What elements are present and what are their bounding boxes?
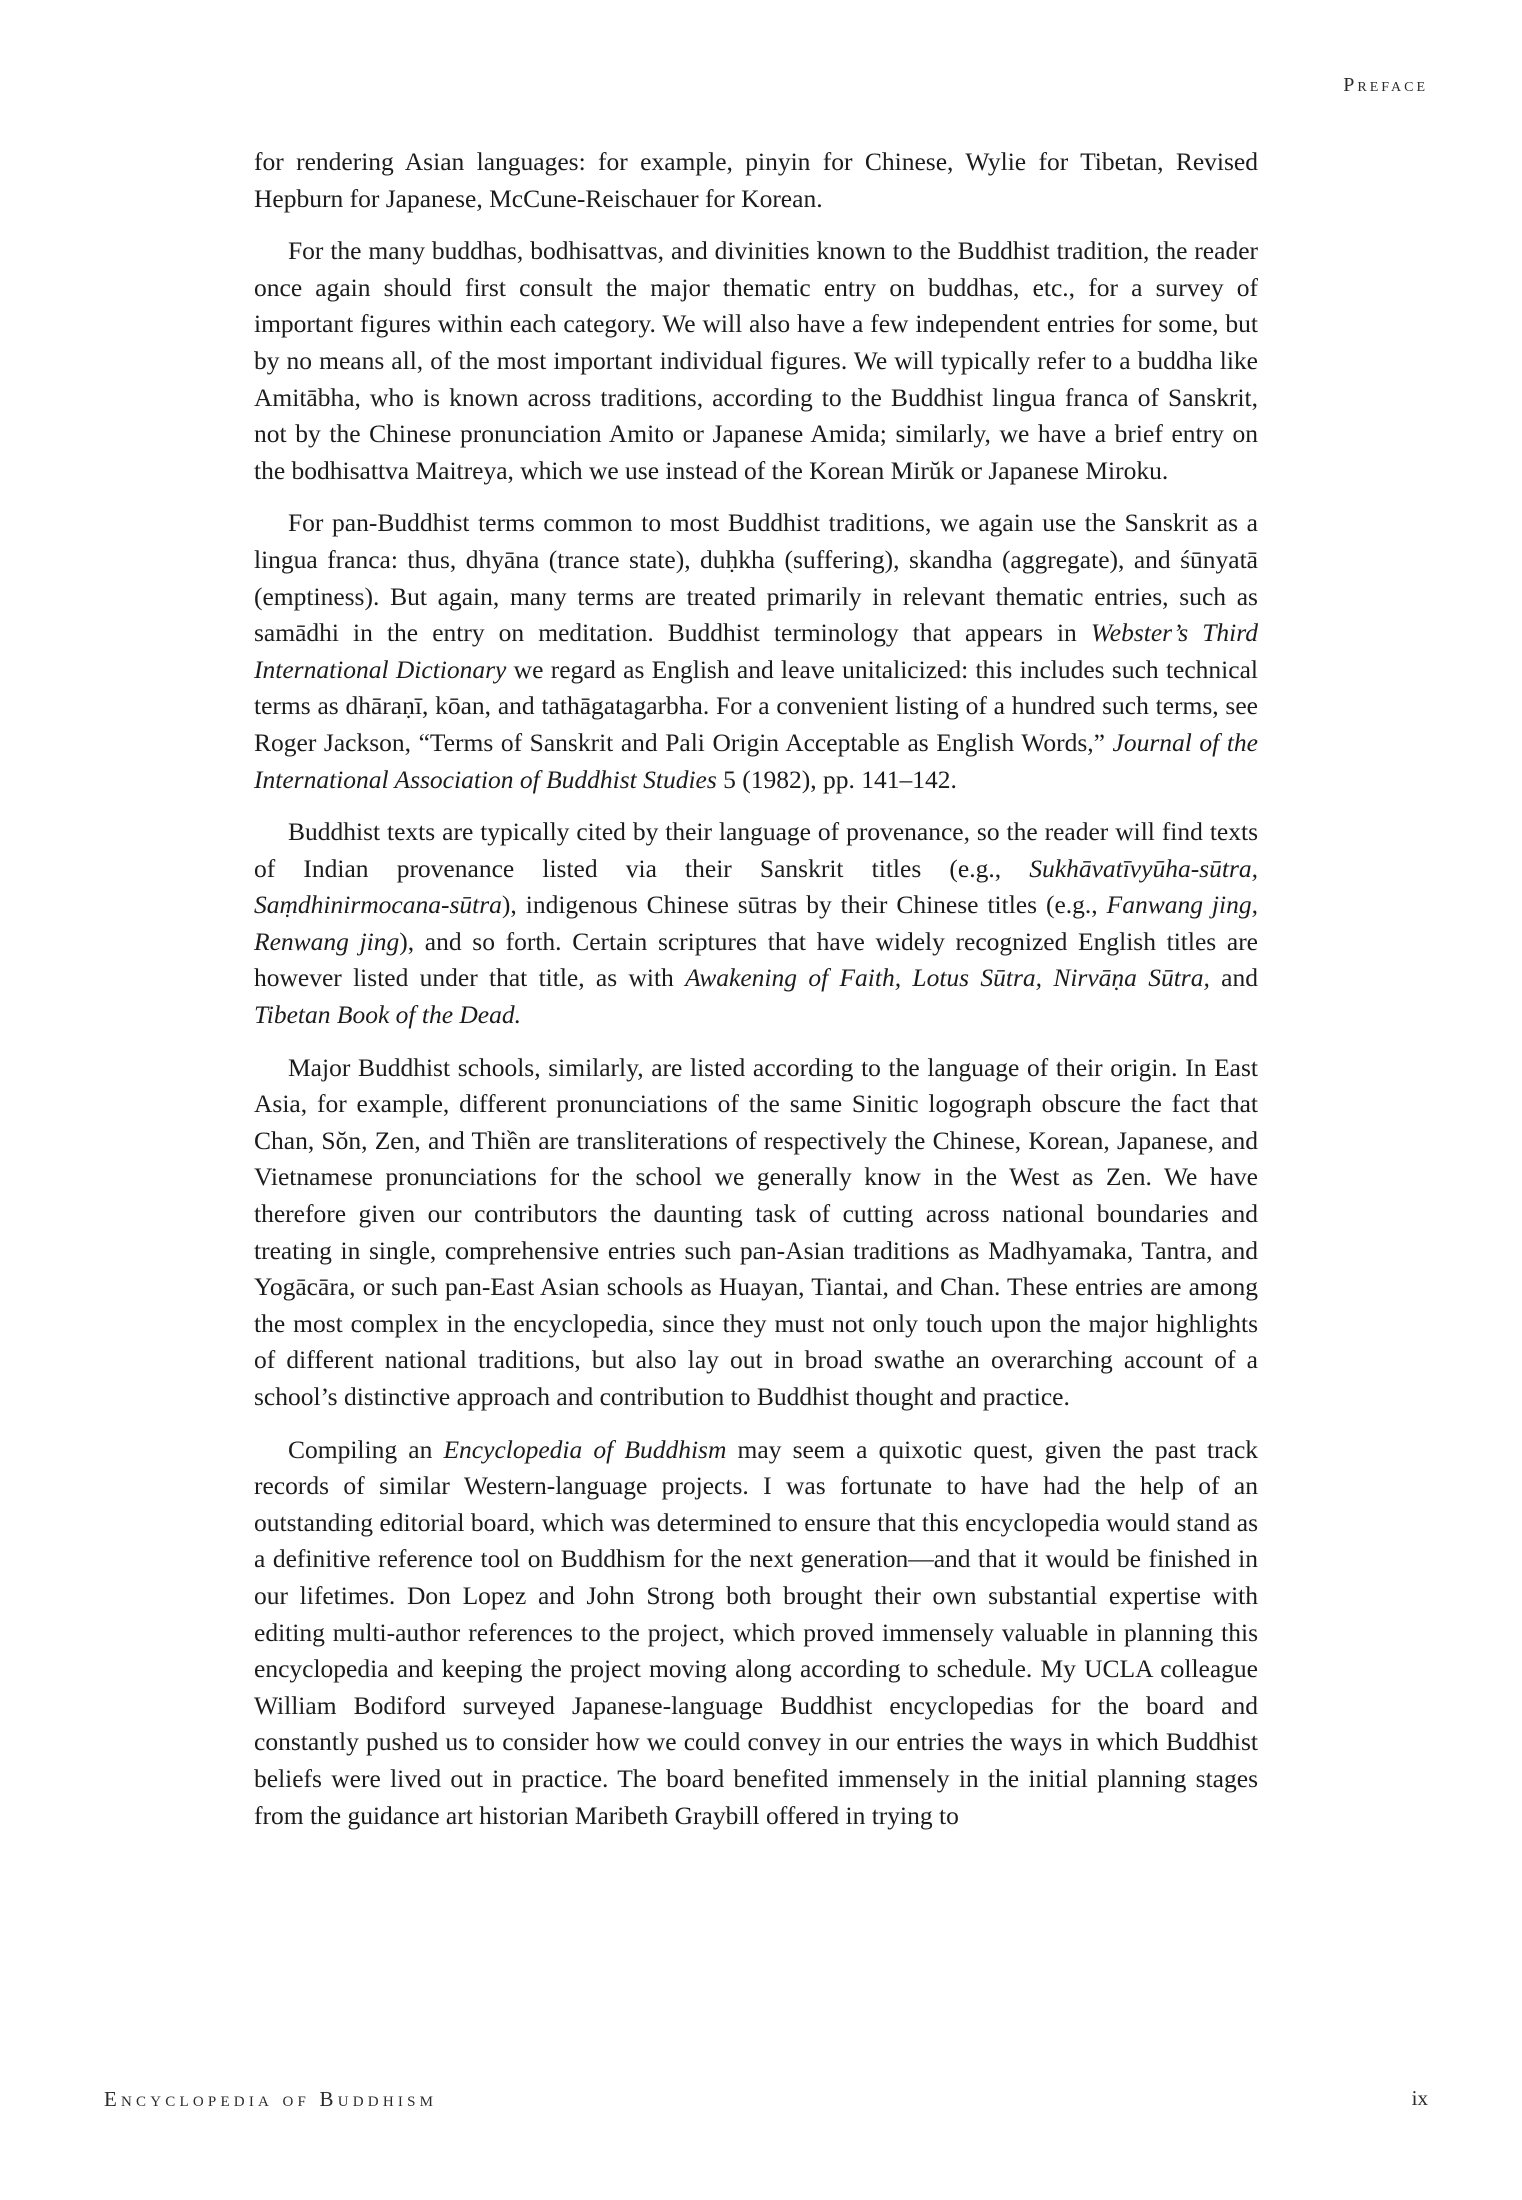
italic-title-run: Fanwang jing, Renwang jing	[254, 890, 1258, 956]
text-run: may seem a quixotic quest, given the past track records of similar Western-language projects. I was fortunate to have had the help of an outstanding editorial board, which was determined to ensure that this encyclopedia would stand as a definitive reference tool on Buddhism for the next generation—and that it would be finished in our lifetimes. Don Lopez and John Strong both brought their own substantial expertise with editing multi-author references to the project, which proved immensely valuable in planning this encyclopedia and keeping the project moving along according to schedule. My UCLA colleague William Bodiford surveyed Japanese-language Buddhist encyclopedias for the board and constantly pushed us to consider how we could convey in our entries the ways in which Buddhist beliefs were lived out in practice. The board benefited immensely in the initial planning stages from the guidance art historian Maribeth Graybill offered in trying to	[254, 1434, 1259, 1830]
text-run: for rendering Asian languages: for example, pinyin for Chinese, Wylie for Tibetan, Revised Hepburn for Japanese, McCune-Reischauer for Korean.	[254, 147, 1258, 213]
paragraph	[254, 233, 1258, 489]
italic-title-run: Webster’s Third International Dictionary	[254, 618, 1258, 684]
body-text	[254, 144, 1258, 1850]
text-run: Major Buddhist schools, similarly, are listed according to the language of their origin. In East Asia, for example, different pronunciations of the same Sinitic logograph obscure the fact that Chan, Sŏn, Zen, and Thiền are transliterations of respectively the Chinese, Korean, Japanese, and Vietnamese pronunciations for the school we generally know in the West as Zen. We have therefore given our contributors the daunting task of cutting across national boundaries and treating in single, comprehensive entries such pan-Asian traditions as Madhyamaka, Tantra, and Yogācāra, or such pan-East Asian schools as Huayan, Tiantai, and Chan. These entries are among the most complex in the encyclopedia, since they must not only touch upon the major highlights of different national traditions, but also lay out in broad swathe an overarching account of a school’s distinctive approach and contribution to Buddhist thought and practice.	[254, 1052, 1258, 1411]
text-run: we regard as English and leave unitalicized: this includes such technical terms as dhāraṇī, kōan, and tathāgatagarbha. For a convenient listing of a hundred such terms, see Roger Jackson, “Terms of Sanskrit and Pali Origin Acceptable as English Words,”	[254, 654, 1258, 757]
page-number: ix	[1411, 2086, 1428, 2110]
paragraph	[254, 144, 1258, 217]
text-run: and	[1209, 963, 1258, 993]
paragraph	[254, 505, 1258, 798]
text-run: For pan-Buddhist terms common to most Buddhist traditions, we again use the Sanskrit as a lingua franca: thus, dhyāna (trance state), duḥkha (suffering), skandha (aggregate), and śūnyatā (emptiness). But again, many terms are treated primarily in relevant thematic entries, such as samādhi in the entry on meditation. Buddhist terminology that appears in	[254, 508, 1258, 648]
text-run: Compiling an	[288, 1434, 444, 1464]
paragraph	[254, 1050, 1258, 1416]
paragraph	[254, 1432, 1258, 1835]
italic-title-run: Sukhāvatīvyūha-sūtra, Saṃdhinirmocana-sūtra	[254, 853, 1258, 920]
text-run: 5 (1982), pp. 141–142.	[716, 764, 957, 794]
text-run: ), and so forth. Certain scriptures that have widely recognized English titles are however listed under that title, as with	[254, 926, 1259, 993]
italic-title-run: Tibetan Book of the Dead.	[254, 1000, 522, 1030]
text-run: ), indigenous Chinese sūtras by their Chinese titles (e.g.,	[501, 890, 1107, 920]
footer-book-title: Encyclopedia of Buddhism	[104, 2087, 438, 2111]
text-run: Buddhist texts are typically cited by their language of provenance, so the reader will find texts of Indian provenance listed via their Sanskrit titles (e.g.,	[254, 817, 1258, 883]
running-head-title: Preface	[1343, 74, 1428, 96]
italic-title-run: Journal of the International Association of Buddhist Studies	[254, 727, 1258, 794]
italic-title-run: Encyclopedia of Buddhism	[443, 1434, 727, 1464]
italic-title-run: Awakening of Faith, Lotus Sūtra, Nirvāṇa Sūtra,	[685, 963, 1210, 993]
text-run: For the many buddhas, bodhisattvas, and divinities known to the Buddhist tradition, the reader once again should first consult the major thematic entry on buddhas, etc., for a survey of important figures within each category. We will also have a few independent entries for some, but by no means all, of the most important individual figures. We will typically refer to a buddha like Amitābha, who is known across traditions, according to the Buddhist lingua franca of Sanskrit, not by the Chinese pronunciation Amito or Japanese Amida; similarly, we have a brief entry on the bodhisattva Maitreya, which we use instead of the Korean Mirŭk or Japanese Miroku.	[254, 236, 1258, 485]
paragraph	[254, 814, 1258, 1034]
